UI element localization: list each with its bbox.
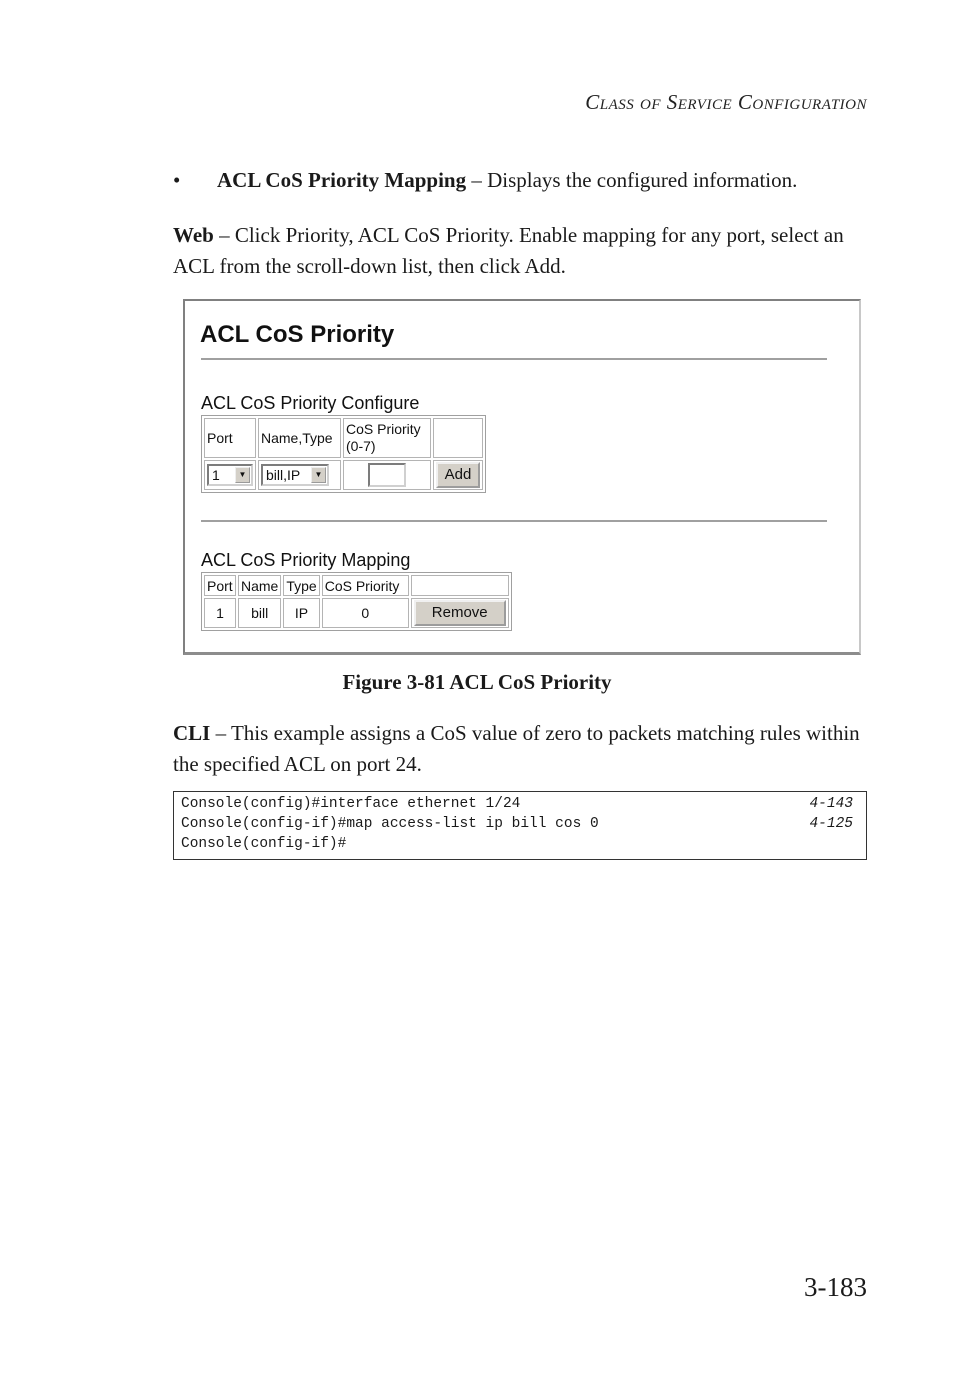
code-block: [173, 791, 867, 860]
header-type: Type: [283, 575, 319, 596]
cos-input-cell: [343, 460, 431, 490]
row-type: IP: [283, 598, 319, 628]
figure-caption: Figure 3-81 ACL CoS Priority: [342, 670, 612, 694]
name-type-cell: [258, 460, 341, 490]
header-name-type: Name,Type: [258, 418, 341, 458]
configure-input-row: [204, 460, 483, 490]
cos-priority-input[interactable]: [368, 463, 406, 487]
divider: [201, 358, 827, 361]
chevron-down-icon[interactable]: ▼: [235, 467, 250, 483]
row-port: 1: [204, 598, 236, 628]
code-line: Console(config)#interface ethernet 1/24: [181, 796, 521, 812]
port-select-value: 1: [212, 467, 220, 483]
mapping-header-row: [204, 575, 509, 596]
port-cell: [204, 460, 256, 490]
chevron-down-icon[interactable]: ▼: [311, 467, 326, 483]
acl-cos-priority-screenshot: [183, 299, 861, 655]
configure-section-title: ACL CoS Priority Configure: [201, 393, 420, 413]
cli-label: CLI: [173, 721, 211, 745]
remove-button[interactable]: Remove: [414, 600, 506, 626]
cli-paragraph: [173, 718, 873, 780]
mapping-section-title: ACL CoS Priority Mapping: [201, 550, 411, 570]
web-text: – Click Priority, ACL CoS Priority. Enable mapping for any port, select an ACL from the scroll-down list, then click Add.: [173, 223, 844, 278]
code-reference: 4-125: [809, 816, 853, 832]
running-header: Class of Service Configuration: [585, 90, 867, 114]
bullet-term: ACL CoS Priority Mapping: [217, 168, 467, 192]
mapping-table: [201, 572, 512, 631]
header-cos-priority: CoS Priority: [322, 575, 409, 596]
header-port: Port: [204, 418, 256, 458]
header-cos-priority: CoS Priority (0-7): [343, 418, 431, 458]
configure-table: [201, 415, 486, 493]
code-line: Console(config-if)#map access-list ip bill cos 0: [181, 816, 599, 832]
bullet-symbol: •: [173, 168, 181, 192]
web-label: Web: [173, 223, 214, 247]
web-paragraph: [173, 220, 873, 282]
header-port: Port: [204, 575, 236, 596]
bullet-description: – Displays the configured information.: [466, 168, 798, 192]
page-number: 3-183: [804, 1272, 867, 1302]
name-type-select-value: bill,IP: [266, 467, 301, 483]
cli-text: – This example assigns a CoS value of zero to packets matching rules within the specified ACL on port 24.: [173, 721, 860, 776]
panel-title: ACL CoS Priority: [200, 321, 395, 348]
bullet-item: [217, 168, 797, 193]
configure-header-row: [204, 418, 483, 458]
add-button[interactable]: Add: [436, 462, 480, 488]
header-action: [433, 418, 483, 458]
row-cos: 0: [322, 598, 409, 628]
table-row: [204, 598, 509, 628]
add-cell: [433, 460, 483, 490]
header-action: [411, 575, 509, 596]
code-reference: 4-143: [809, 796, 853, 812]
name-type-select[interactable]: [261, 464, 329, 486]
row-action-cell: [411, 598, 509, 628]
header-name: Name: [238, 575, 281, 596]
code-line: Console(config-if)#: [181, 836, 347, 852]
port-select[interactable]: [207, 464, 253, 486]
row-name: bill: [238, 598, 281, 628]
divider: [201, 520, 827, 523]
